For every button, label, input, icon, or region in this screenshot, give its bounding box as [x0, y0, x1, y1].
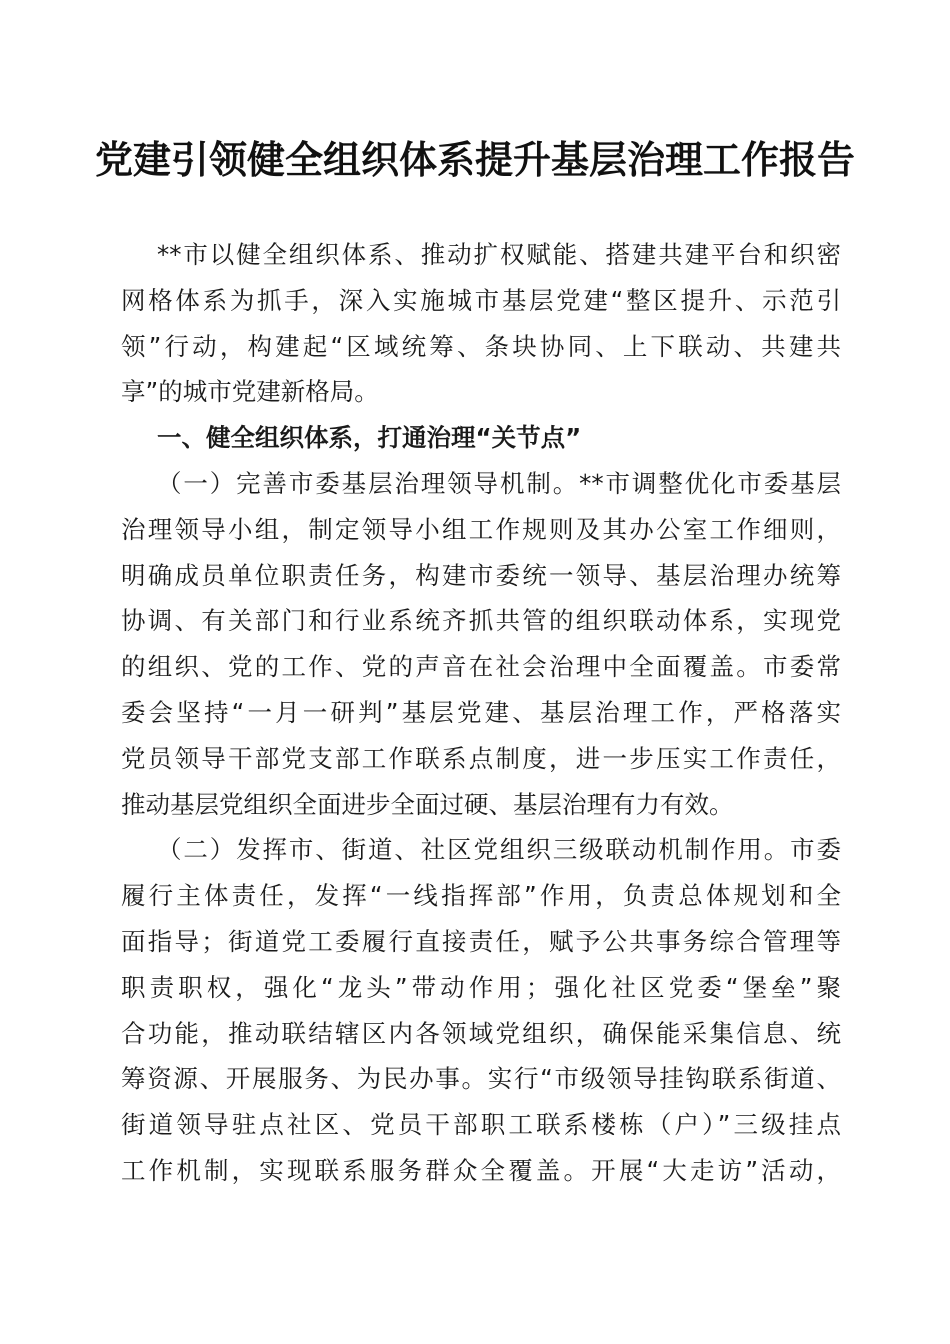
document-body	[121, 232, 841, 1194]
document-title: 党建引领健全组织体系提升基层治理工作报告	[94, 137, 855, 182]
text-line: （一）完善市委基层治理领导机制。**市调整优化市委基层	[157, 468, 841, 498]
paragraph-intro	[121, 232, 841, 415]
text-line: 履行主体责任，发挥“一线指挥部”作用，负责总体规划和全	[121, 881, 841, 911]
text-line: **市以健全组织体系、推动扩权赋能、搭建共建平台和织密	[157, 240, 841, 269]
text-line: 享”的城市党建新格局。	[121, 377, 379, 407]
text-line: 党员领导干部党支部工作联系点制度，进一步压实工作责任，	[121, 743, 841, 773]
text-line: 面指导；街道党工委履行直接责任，赋予公共事务综合管理等	[121, 926, 841, 956]
text-line: 的组织、党的工作、党的声音在社会治理中全面覆盖。市委常	[121, 652, 841, 682]
text-line: 街道领导驻点社区、党员干部职工联系楼栋（户）”三级挂点	[121, 1110, 841, 1140]
text-line: 合功能，推动联结辖区内各领域党组织，确保能采集信息、统	[121, 1018, 841, 1048]
text-line: 网格体系为抓手，深入实施城市基层党建“整区提升、示范引	[121, 285, 841, 315]
text-line: 协调、有关部门和行业系统齐抓共管的组织联动体系，实现党	[121, 606, 841, 636]
text-line: 筹资源、开展服务、为民办事。实行“市级领导挂钩联系街道、	[121, 1064, 841, 1094]
text-line: 明确成员单位职责任务，构建市委统一领导、基层治理办统筹	[121, 560, 841, 590]
text-line: 职责职权，强化“龙头”带动作用；强化社区党委“堡垒”聚	[121, 972, 841, 1002]
paragraph-subsection-2	[121, 827, 841, 1193]
heading-text: 一、健全组织体系，打通治理“关节点”	[157, 423, 582, 453]
text-line: 委会坚持“一月一研判”基层党建、基层治理工作，严格落实	[121, 697, 841, 727]
text-line: （二）发挥市、街道、社区党组织三级联动机制作用。市委	[157, 835, 841, 865]
text-line: 领”行动，构建起“区域统筹、条块协同、上下联动、共建共	[121, 331, 841, 361]
section-heading	[121, 415, 841, 461]
text-line: 工作机制，实现联系服务群众全覆盖。开展“大走访”活动，	[121, 1155, 841, 1185]
text-line: 治理领导小组，制定领导小组工作规则及其办公室工作细则，	[121, 514, 841, 544]
paragraph-subsection-1	[121, 461, 841, 827]
text-line: 推动基层党组织全面进步全面过硬、基层治理有力有效。	[121, 789, 734, 819]
